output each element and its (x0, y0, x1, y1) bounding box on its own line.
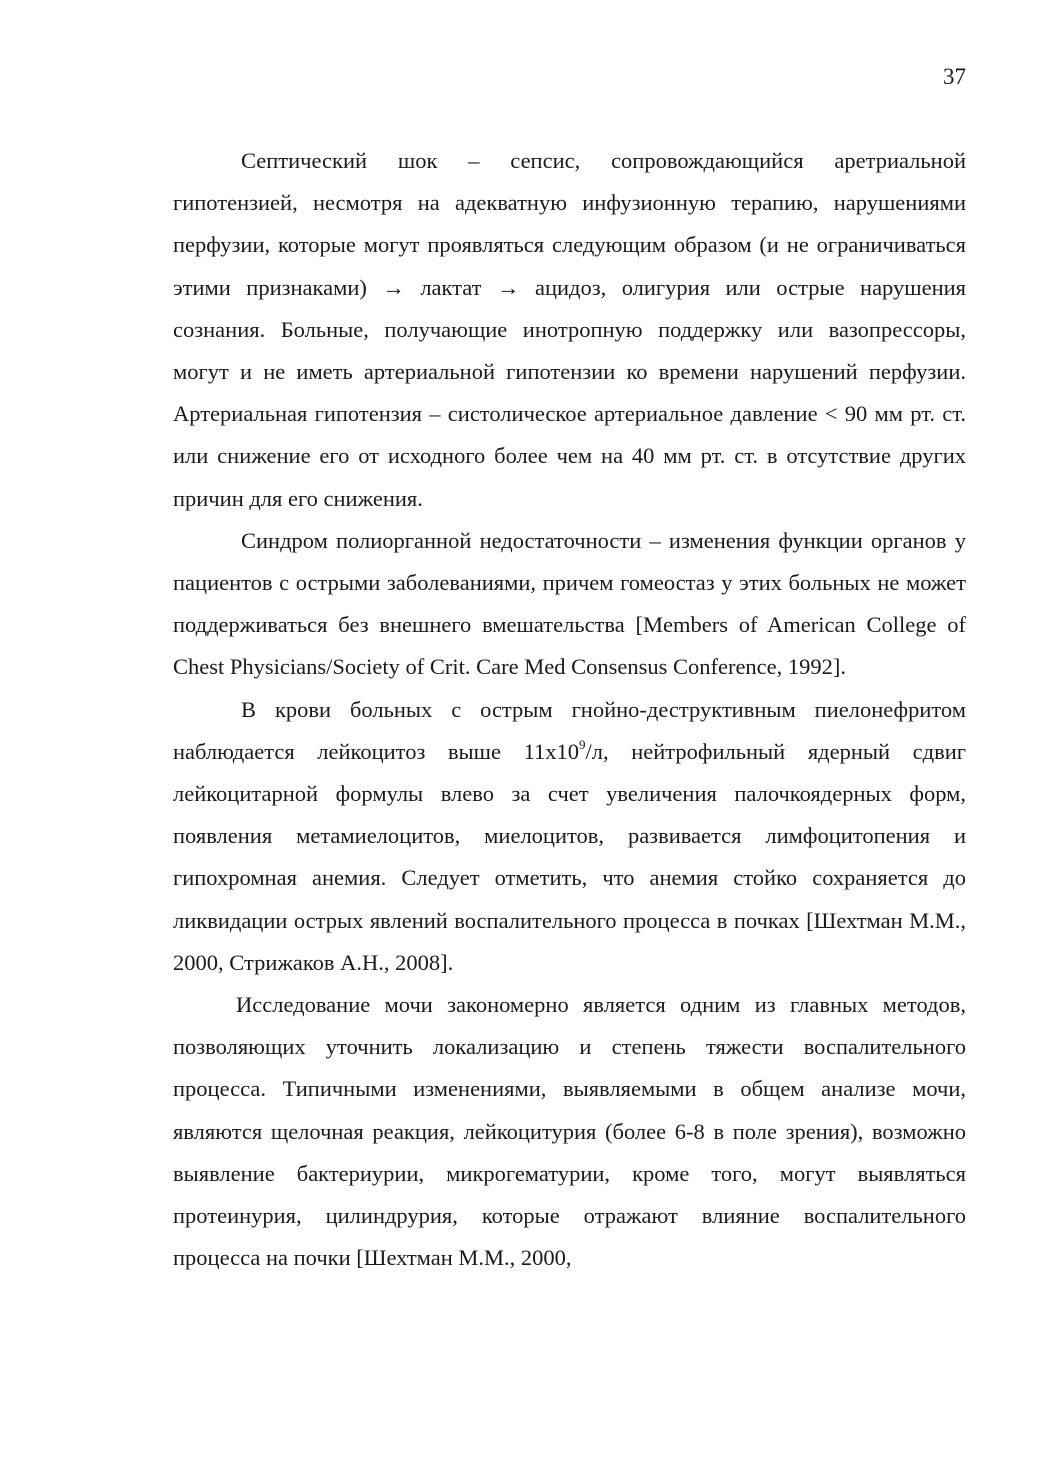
document-body (173, 140, 966, 1279)
page-number: 37 (943, 64, 966, 89)
paragraph-multiple-organ-failure: Синдром полиорганной недостаточности – изменения функции органов у пациентов с острыми заболеваниями, причем гомеостаз у этих больных не может поддерживаться без внешнего вмешательства [Members of American College of Chest Physicians/Society of Crit. Care Med Consensus Conference, 1992]. (173, 527, 966, 680)
paragraph-blood-findings-text-before: В крови больных с острым гнойно-деструктивным пиелонефритом наблюдается лейкоцитоз выше 11х10 (173, 696, 966, 764)
paragraph-blood-findings-text-after: /л, нейтрофильный ядерный сдвиг лейкоцитарной формулы влево за счет увеличения палочкоядерных форм, появления метамиелоцитов, миелоцитов, развивается лимфоцитопения и гипохромная анемия. Следует отметить, что анемия стойко сохраняется до ликвидации острых явлений воспалительного процесса в почках [Шехтман М.М., 2000, Стрижаков А.Н., 2008]. (173, 738, 966, 975)
paragraph-blood-findings (173, 689, 966, 984)
superscript-exponent: 9 (579, 736, 586, 752)
paragraph-urine-analysis: Исследование мочи закономерно является одним из главных методов, позволяющих уточнить локализацию и степень тяжести воспалительного процесса. Типичными изменениями, выявляемыми в общем анализе мочи, являются щелочная реакция, лейкоцитурия (более 6-8 в поле зрения), возможно выявление бактериурии, микрогематурии, кроме того, могут выявляться протеинурия, цилиндрурия, которые отражают влияние воспалительного процесса на почки [Шехтман М.М., 2000, (173, 992, 966, 1271)
paragraph-septic-shock: Септический шок – сепсис, сопровождающийся аретриальной гипотензией, несмотря на адекватную инфузионную терапию, нарушениями перфузии, которые могут проявляться следующим образом (и не ограничиваться этими признаками) → лактат → ацидоз, олигурия или острые нарушения сознания. Больные, получающие инотропную поддержку или вазопрессоры, могут и не иметь артериальной гипотензии ко времени нарушений перфузии. Артериальная гипотензия – систолическое артериальное давление < 90 мм рт. ст. или снижение его от исходного более чем на 40 мм рт. ст. в отсутствие других причин для его снижения. (173, 148, 966, 511)
